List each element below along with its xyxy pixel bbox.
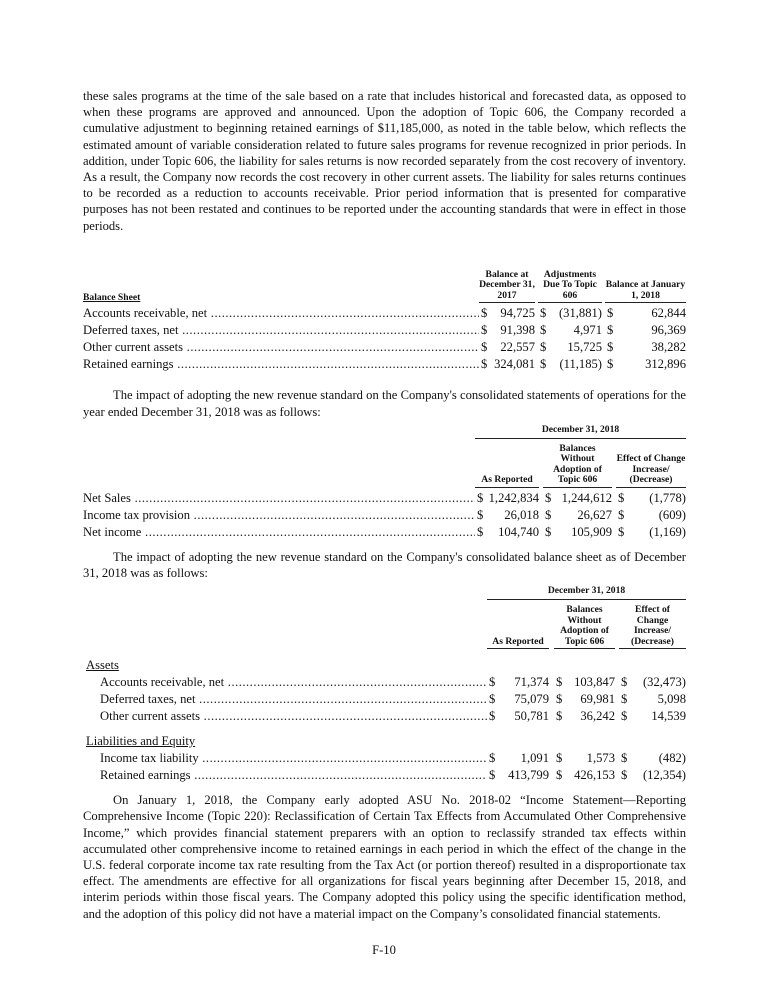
- balance-sheet-impact-table: [83, 585, 686, 784]
- amount: 69,981: [580, 692, 615, 707]
- amount: (482): [658, 751, 686, 766]
- amount: 50,781: [514, 709, 549, 724]
- value-cell: [479, 356, 535, 373]
- table-row: [83, 750, 686, 767]
- amount: 312,896: [645, 357, 686, 372]
- column-header: As Reported: [475, 475, 539, 488]
- amount: 324,081: [494, 357, 535, 372]
- currency-symbol: $: [489, 709, 496, 724]
- amount: 36,242: [580, 709, 615, 724]
- column-header: Adjustments Due To Topic 606: [538, 270, 602, 304]
- currency-symbol: $: [621, 692, 628, 707]
- currency-symbol: $: [607, 306, 614, 321]
- currency-symbol: $: [621, 768, 628, 783]
- currency-symbol: $: [556, 768, 563, 783]
- value-cell: [538, 356, 602, 373]
- row-label: Accounts receivable, net .....: [83, 674, 487, 691]
- value-cell: [616, 524, 686, 541]
- row-label: Deferred taxes, net .....: [83, 322, 479, 339]
- column-header: Balance at December 31, 2017: [479, 270, 535, 304]
- table-row: [83, 339, 686, 356]
- currency-symbol: $: [621, 709, 628, 724]
- currency-symbol: $: [489, 692, 496, 707]
- value-cell: [605, 305, 686, 322]
- currency-symbol: $: [489, 675, 496, 690]
- amount: 103,847: [574, 675, 615, 690]
- currency-symbol: $: [477, 490, 484, 505]
- currency-symbol: $: [556, 675, 563, 690]
- value-cell: [487, 674, 549, 691]
- amount: 71,374: [514, 675, 549, 690]
- amount: (12,354): [642, 768, 686, 783]
- table-row: [83, 708, 686, 725]
- amount: 91,398: [500, 323, 535, 338]
- amount: 26,018: [504, 507, 539, 522]
- column-header: Effect of Change Increase/ (Decrease): [616, 454, 686, 488]
- span-header: December 31, 2018: [475, 424, 686, 439]
- currency-symbol: $: [540, 323, 547, 338]
- table-row: [83, 767, 686, 784]
- value-cell: [538, 339, 602, 356]
- amount: 62,844: [651, 306, 686, 321]
- value-cell: [619, 674, 686, 691]
- value-cell: [538, 322, 602, 339]
- table-title: Balance Sheet: [83, 292, 141, 304]
- currency-symbol: $: [477, 507, 484, 522]
- amount: 1,244,612: [561, 490, 612, 505]
- currency-symbol: $: [481, 357, 488, 372]
- amount: (1,169): [649, 524, 686, 539]
- value-cell: [479, 339, 535, 356]
- table-row: [83, 674, 686, 691]
- currency-symbol: $: [540, 340, 547, 355]
- row-label: Accounts receivable, net .....: [83, 305, 479, 322]
- page-number: F-10: [372, 942, 396, 957]
- value-cell: [619, 750, 686, 767]
- table-row: [83, 691, 686, 708]
- value-cell: [554, 750, 615, 767]
- table-header: [83, 270, 686, 304]
- amount: (31,881): [558, 306, 602, 321]
- value-cell: [605, 356, 686, 373]
- column-header: Balance at January 1, 2018: [605, 280, 686, 303]
- amount: 413,799: [508, 768, 549, 783]
- value-cell: [487, 691, 549, 708]
- value-cell: [479, 322, 535, 339]
- table-row: [83, 507, 686, 524]
- operations-impact-table: [83, 424, 686, 541]
- table-row: [83, 322, 686, 339]
- currency-symbol: $: [618, 524, 625, 539]
- currency-symbol: $: [545, 490, 552, 505]
- row-label: Retained earnings .....: [83, 356, 479, 373]
- amount: 22,557: [500, 340, 535, 355]
- value-cell: [554, 708, 615, 725]
- currency-symbol: $: [540, 357, 547, 372]
- amount: 1,242,834: [488, 490, 539, 505]
- amount: (609): [658, 507, 686, 522]
- currency-symbol: $: [607, 323, 614, 338]
- paragraph-balance-sheet-impact: The impact of adopting the new revenue standard on the Company's consolidated balance sheet as of December 31, 2018 was as follows:: [83, 549, 686, 580]
- value-cell: [554, 767, 615, 784]
- amount: 5,098: [657, 692, 686, 707]
- currency-symbol: $: [607, 340, 614, 355]
- value-cell: [543, 524, 612, 541]
- amount: 104,740: [498, 524, 539, 539]
- section-header-liabilities-equity: Liabilities and Equity: [86, 734, 196, 749]
- table-header: [83, 605, 686, 649]
- value-cell: [543, 490, 612, 507]
- span-header: December 31, 2018: [487, 585, 686, 600]
- currency-symbol: $: [489, 768, 496, 783]
- value-cell: [479, 305, 535, 322]
- currency-symbol: $: [556, 692, 563, 707]
- row-label: Income tax provision .....: [83, 507, 475, 524]
- value-cell: [538, 305, 602, 322]
- value-cell: [475, 507, 539, 524]
- table-row: [83, 356, 686, 373]
- amount: (32,473): [642, 675, 686, 690]
- value-cell: [605, 322, 686, 339]
- amount: 75,079: [514, 692, 549, 707]
- value-cell: [619, 708, 686, 725]
- paragraph-asu-2018-02: On January 1, 2018, the Company early adopted ASU No. 2018-02 “Income Statement—Reporting Comprehensive Income (Topic 220): Reclassification of Certain Tax Effects from Accumulated Other Comprehensive Income,” which provides financial statement preparers with an option to reclassify stranded tax effects within accumulated other comprehensive income to retained earnings in each period in which the effect of the change in the U.S. federal corporate income tax rate resulting from the Tax Act (or portion thereof) resulted in a disproportionate tax effect. The amendments are effective for all organizations for fiscal years beginning after December 15, 2018, and interim periods within those fiscal years. The Company adopted this policy using the specific identification method, and the adoption of this policy did not have a material impact on the Company’s consolidated financial statements.: [83, 793, 686, 921]
- currency-symbol: $: [545, 507, 552, 522]
- value-cell: [605, 339, 686, 356]
- table-row: [83, 305, 686, 322]
- amount: 1,573: [586, 751, 615, 766]
- value-cell: [543, 507, 612, 524]
- value-cell: [554, 691, 615, 708]
- paragraph-operations-impact: The impact of adopting the new revenue standard on the Company's consolidated statements of operations for the year ended December 31, 2018 was as follows:: [83, 388, 686, 419]
- table-row: [83, 524, 686, 541]
- amount: 105,909: [571, 524, 612, 539]
- row-label: Other current assets .....: [83, 339, 479, 356]
- column-header: Balances Without Adoption of Topic 606: [543, 444, 612, 488]
- currency-symbol: $: [477, 524, 484, 539]
- column-header: As Reported: [487, 637, 549, 650]
- amount: (11,185): [559, 357, 602, 372]
- column-header: Effect of Change Increase/ (Decrease): [619, 605, 686, 649]
- amount: 426,153: [574, 768, 615, 783]
- row-label: Net Sales .....: [83, 490, 475, 507]
- currency-symbol: $: [618, 507, 625, 522]
- balance-sheet-adjustment-table: [83, 270, 686, 374]
- row-label: Income tax liability .....: [83, 750, 487, 767]
- currency-symbol: $: [556, 709, 563, 724]
- value-cell: [554, 674, 615, 691]
- amount: 96,369: [651, 323, 686, 338]
- value-cell: [616, 507, 686, 524]
- amount: 4,971: [573, 323, 602, 338]
- value-cell: [487, 767, 549, 784]
- currency-symbol: $: [607, 357, 614, 372]
- section-header-assets: Assets: [86, 658, 119, 673]
- currency-symbol: $: [481, 323, 488, 338]
- currency-symbol: $: [540, 306, 547, 321]
- value-cell: [619, 767, 686, 784]
- value-cell: [487, 708, 549, 725]
- paragraph-revenue-adjustment: these sales programs at the time of the sale based on a rate that includes historical and forecasted data, as opposed to when these programs are approved and announced. Upon the adoption of Topic 606, the Company recorded a cumulative adjustment to beginning retained earnings of $11,185,000, as noted in the table below, which reflects the estimated amount of variable consideration related to future sales programs for revenue recognized in prior periods. In addition, under Topic 606, the liability for sales returns is now recorded separately from the cost recovery of inventory. As a result, the Company now records the cost recovery in other current assets. The liability for sales returns continues to be recorded as a reduction to accounts receivable. Prior period information that is presented for comparative purposes has not been restated and continues to be reported under the accounting standards that were in effect in those periods.: [83, 89, 686, 233]
- value-cell: [487, 750, 549, 767]
- table-header: [83, 444, 686, 488]
- row-label: Other current assets .....: [83, 708, 487, 725]
- value-cell: [475, 524, 539, 541]
- currency-symbol: $: [481, 306, 488, 321]
- amount: (1,778): [649, 490, 686, 505]
- table-row: [83, 490, 686, 507]
- amount: 14,539: [651, 709, 686, 724]
- amount: 26,627: [577, 507, 612, 522]
- row-label: Retained earnings .....: [83, 767, 487, 784]
- row-label: Deferred taxes, net .....: [83, 691, 487, 708]
- amount: 15,725: [567, 340, 602, 355]
- currency-symbol: $: [481, 340, 488, 355]
- currency-symbol: $: [489, 751, 496, 766]
- amount: 1,091: [520, 751, 549, 766]
- amount: 94,725: [500, 306, 535, 321]
- currency-symbol: $: [621, 751, 628, 766]
- value-cell: [616, 490, 686, 507]
- value-cell: [619, 691, 686, 708]
- value-cell: [475, 490, 539, 507]
- currency-symbol: $: [545, 524, 552, 539]
- row-label: Net income .....: [83, 524, 475, 541]
- currency-symbol: $: [621, 675, 628, 690]
- currency-symbol: $: [556, 751, 563, 766]
- currency-symbol: $: [618, 490, 625, 505]
- amount: 38,282: [651, 340, 686, 355]
- column-header: Balances Without Adoption of Topic 606: [554, 605, 615, 649]
